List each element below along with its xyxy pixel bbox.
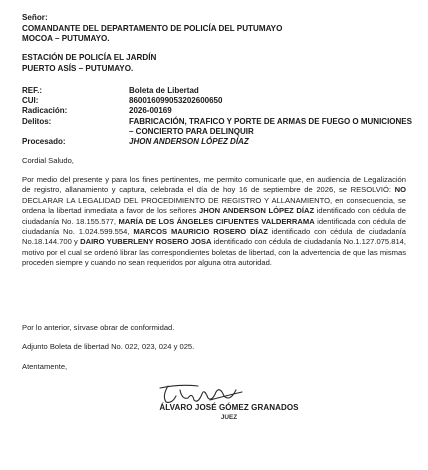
signatory-role: JUEZ — [220, 414, 238, 421]
addressee-city: MOCOA – PUTUMAYO. — [22, 34, 110, 44]
signatory-name: ÁLVARO JOSÉ GÓMEZ GRANADOS — [159, 403, 299, 412]
paragraph-text: DECLARAR LA LEGALIDAD DEL PROCEDIMIENTO DE REGISTRO Y ALLANAMIENTO, en consecuencia, se ordena la libertad inmediata a favor de los señores — [22, 195, 406, 216]
reference-row — [22, 96, 412, 106]
station-block — [22, 53, 406, 74]
paragraph-text: Por medio del presente y para los fines pertinentes, me permito comunicarle que, en audiencia de Legalización de registro, allanamiento y captura, celebrada el día de hoy 16 de septiembre de 2026, se RESOLVIÓ: — [22, 175, 406, 195]
station-name: ESTACIÓN DE POLICÍA EL JARDÍN — [22, 53, 157, 62]
paragraph-text: identificado con cédula de ciudadanía No.1.127.075.814, motivo por el cual se ordenó librar las correspondientes boletas de libertad, con la advertencia de que las mismas proceden siempre y cuando no sean requeridos por alguna otra autoridad. — [22, 237, 407, 268]
reference-label: CUI: — [22, 96, 39, 106]
reference-row — [22, 137, 412, 147]
reference-label: Delitos: — [22, 116, 52, 126]
station-city: PUERTO ASÍS – PUTUMAYO. — [22, 63, 134, 73]
person-name: MARÍA DE LOS ÁNGELES CIFUENTES VALDERRAMA — [118, 216, 315, 226]
reference-value: JHON ANDERSON LÓPEZ DÍAZ — [129, 137, 249, 147]
paragraph-text: identificado con cédula de ciudadanía No. 18.155.577, — [22, 206, 406, 226]
main-paragraph — [22, 175, 406, 269]
reference-value: FABRICACIÓN, TRAFICO Y PORTE DE ARMAS DE FUEGO O MUNICIONES – CONCIERTO PARA DELINQUIR — [129, 116, 412, 136]
reference-label: REF.: — [22, 86, 42, 95]
person-name: MARCOS MAURICIO ROSERO DÍAZ — [133, 227, 268, 237]
person-name: DAIRO YUBERLENY ROSERO JOSA — [80, 237, 212, 247]
greeting: Cordial Saludo, — [22, 156, 74, 165]
reference-row — [22, 106, 412, 116]
reference-value: 2026-00169 — [129, 106, 172, 116]
reference-value: Boleta de Libertad — [129, 86, 199, 95]
reference-row — [22, 117, 412, 137]
person-name: JHON ANDERSON LÓPEZ DÍAZ — [199, 206, 315, 216]
reference-value: 860016099053202600650 — [129, 96, 223, 106]
paragraph-text: identificado con cédula de ciudadanía No.18.144.700 y — [22, 227, 406, 247]
paragraph-bold: NO — [394, 185, 406, 195]
salutation: Señor: — [22, 13, 48, 22]
reference-row — [22, 86, 412, 96]
closing: Atentamente, — [22, 362, 68, 371]
compliance-paragraph: Por lo anterior, sírvase obrar de conformidad. — [22, 323, 175, 332]
paragraph-text: identificada con cédula de ciudadanía No. 1.024.599.554, — [22, 216, 406, 237]
reference-label: Radicación: — [22, 106, 68, 116]
attachments-paragraph: Adjunto Boleta de libertad No. 022, 023, 024 y 025. — [22, 342, 195, 351]
addressee-block — [22, 13, 406, 45]
reference-label: Procesado: — [22, 137, 66, 147]
addressee-line: COMANDANTE DEL DEPARTAMENTO DE POLICÍA DEL PUTUMAYO — [22, 23, 283, 33]
reference-block — [22, 86, 412, 147]
